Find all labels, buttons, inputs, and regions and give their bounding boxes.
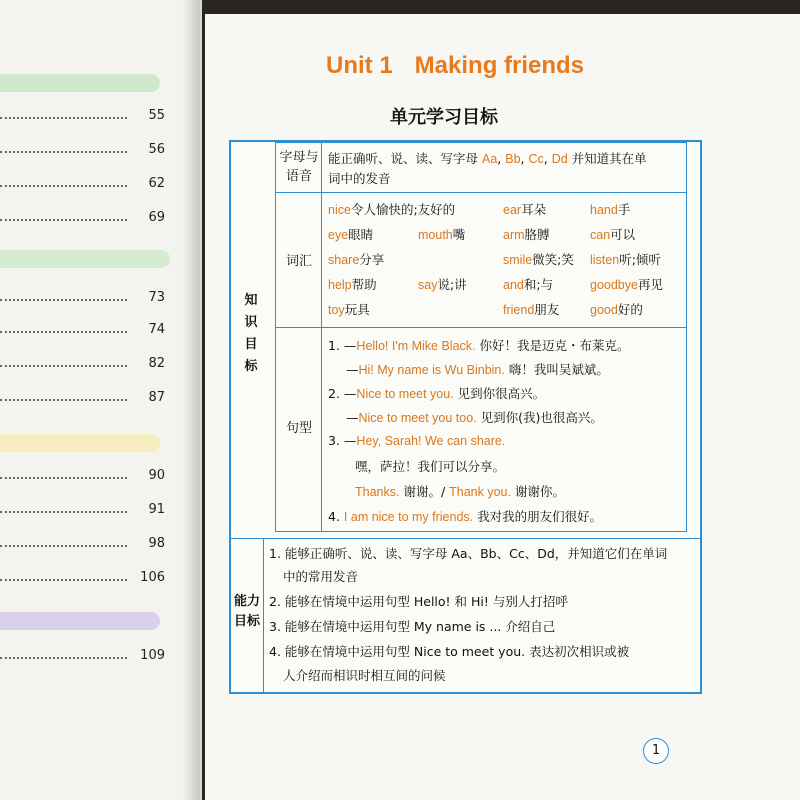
toc-row[interactable]	[0, 174, 165, 194]
sentence-2b: —Nice to meet you too. 见到你(我)也很高兴。	[346, 410, 603, 425]
toc-page-number: 69	[148, 210, 165, 225]
vocab-word: goodbye	[590, 278, 638, 292]
sentence-4: 4. I am nice to my friends. 我对我的朋友们很好。	[328, 509, 603, 524]
vocab-word: help	[328, 278, 352, 292]
toc-row[interactable]	[0, 568, 165, 588]
vocab-meaning: 再见	[637, 277, 663, 292]
vocab-word: nice	[328, 203, 351, 217]
sentences-label: 句型	[285, 421, 312, 436]
vocab-meaning: 听;倾听	[619, 252, 661, 267]
vocab-item	[328, 225, 373, 243]
page-gutter-shadow	[182, 0, 200, 800]
toc-row[interactable]	[0, 646, 165, 666]
toc-page-number: 55	[148, 108, 165, 123]
ability-item: 人介绍而相识时相互间的问候	[283, 668, 446, 683]
vocab-item	[590, 300, 643, 318]
vocab-word: say	[418, 278, 438, 292]
letters-objective-line1: 能正确听、说、读、写字母 Aa, Bb, Cc, Dd 并知道其在单	[328, 151, 647, 166]
ability-item: 4. 能够在情境中运用句型 Nice to meet you. 表达初次相识或被	[269, 644, 630, 659]
toc-row[interactable]	[0, 320, 165, 340]
toc-row[interactable]	[0, 106, 165, 126]
vocab-item	[418, 275, 467, 293]
vocab-meaning: 手	[617, 202, 631, 217]
toc-band-yellow	[0, 434, 160, 452]
toc-band-green-2	[0, 250, 170, 268]
objectives-table	[229, 140, 702, 694]
vocabulary-label: 词汇	[285, 254, 312, 269]
vocab-word: good	[590, 303, 618, 317]
toc-row[interactable]	[0, 208, 165, 228]
section-heading: 单元学习目标	[390, 107, 498, 128]
vocab-word: arm	[503, 228, 525, 242]
vocab-item	[503, 275, 553, 293]
vocab-word: smile	[503, 253, 533, 267]
vocab-meaning: 分享	[359, 252, 385, 267]
vocab-item	[590, 225, 635, 243]
toc-row[interactable]	[0, 500, 165, 520]
vocab-word: mouth	[418, 228, 453, 242]
unit-title	[326, 52, 606, 80]
vocab-item	[503, 200, 546, 218]
vocab-meaning: 说;讲	[437, 277, 467, 292]
toc-page-number: 74	[148, 322, 165, 337]
vocab-word: listen	[590, 253, 620, 267]
vocab-meaning: 令人愉快的;友好的	[350, 202, 456, 217]
unit-name: Making friends	[414, 52, 585, 79]
toc-page-number: 82	[148, 356, 165, 371]
vocab-meaning: 耳朵	[521, 202, 547, 217]
sentence-1b: —Hi! My name is Wu Binbin. 嗨！我叫吴斌斌。	[346, 362, 609, 377]
ability-item: 2. 能够在情境中运用句型 Hello! 和 Hi! 与别人打招呼	[269, 594, 568, 609]
vocabulary-list	[328, 200, 683, 326]
toc-band-purple	[0, 612, 160, 630]
sentence-3b: 嘿，萨拉！我们可以分享。	[355, 459, 506, 474]
knowledge-label: 知 识 目 标	[244, 293, 258, 374]
vocab-item	[328, 200, 455, 218]
toc-band-green	[0, 74, 160, 92]
vocab-item	[590, 200, 630, 218]
sentence-1a: 1. —Hello! I'm Mike Black. 你好！我是迈克・布莱克。	[328, 338, 630, 353]
toc-page-number: 91	[148, 502, 165, 517]
toc-page-number: 56	[148, 142, 165, 157]
vocab-item	[503, 225, 550, 243]
vocab-meaning: 胳膊	[524, 227, 550, 242]
vocab-item	[590, 275, 663, 293]
vocab-meaning: 玩具	[344, 302, 370, 317]
toc-page-number: 62	[148, 176, 165, 191]
toc-row[interactable]	[0, 534, 165, 554]
vocab-word: can	[590, 228, 611, 242]
vocab-word: and	[503, 278, 524, 292]
vocab-meaning: 和;与	[523, 277, 554, 292]
vocab-meaning: 眼睛	[348, 227, 374, 242]
toc-page-number: 73	[148, 290, 165, 305]
vocab-word: share	[328, 253, 360, 267]
left-page	[0, 0, 202, 800]
sentence-3c: Thanks. 谢谢。/ Thank you. 谢谢你。	[355, 484, 565, 499]
vocab-word: hand	[590, 203, 618, 217]
vocab-item	[503, 300, 559, 318]
vocab-item	[328, 250, 384, 268]
vocab-word: toy	[328, 303, 345, 317]
sentence-3a: 3. —Hey, Sarah! We can share.	[328, 433, 506, 448]
vocab-meaning: 帮助	[351, 277, 377, 292]
toc-page-number: 98	[148, 536, 165, 551]
vocab-meaning: 好的	[617, 302, 643, 317]
toc-row[interactable]	[0, 354, 165, 374]
page-number: 1	[643, 738, 669, 764]
toc-row[interactable]	[0, 466, 165, 486]
letters-objective-line2: 词中的发音	[328, 171, 391, 186]
toc-page-number: 106	[140, 570, 165, 585]
vocab-meaning: 朋友	[534, 302, 560, 317]
ability-item: 中的常用发音	[283, 569, 359, 584]
toc-page-number: 87	[148, 390, 165, 405]
toc-row[interactable]	[0, 288, 165, 308]
vocab-word: eye	[328, 228, 349, 242]
ability-item: 3. 能够在情境中运用句型 My name is ... 介绍自己	[269, 619, 556, 634]
vocab-item	[418, 225, 465, 243]
ability-label: 能力 目标	[233, 594, 260, 629]
sentence-2a: 2. —Nice to meet you. 见到你很高兴。	[328, 386, 546, 401]
toc-page-number: 109	[140, 648, 165, 663]
vocab-meaning: 微笑;笑	[532, 252, 574, 267]
vocab-item	[503, 250, 574, 268]
vocab-item	[590, 250, 661, 268]
unit-number: Unit 1	[326, 52, 393, 79]
vocab-meaning: 嘴	[452, 227, 466, 242]
vocab-word: friend	[503, 303, 535, 317]
toc-row[interactable]	[0, 140, 165, 160]
ability-item: 1. 能够正确听、说、读、写字母 Aa、Bb、Cc、Dd，并知道它们在单词	[269, 546, 668, 561]
vocab-item	[328, 300, 370, 318]
vocab-word: ear	[503, 203, 522, 217]
letters-sounds-label: 字母与 语音	[279, 150, 319, 184]
vocab-meaning: 可以	[610, 227, 636, 242]
vocab-item	[328, 275, 377, 293]
toc-page-number: 90	[148, 468, 165, 483]
toc-row[interactable]	[0, 388, 165, 408]
